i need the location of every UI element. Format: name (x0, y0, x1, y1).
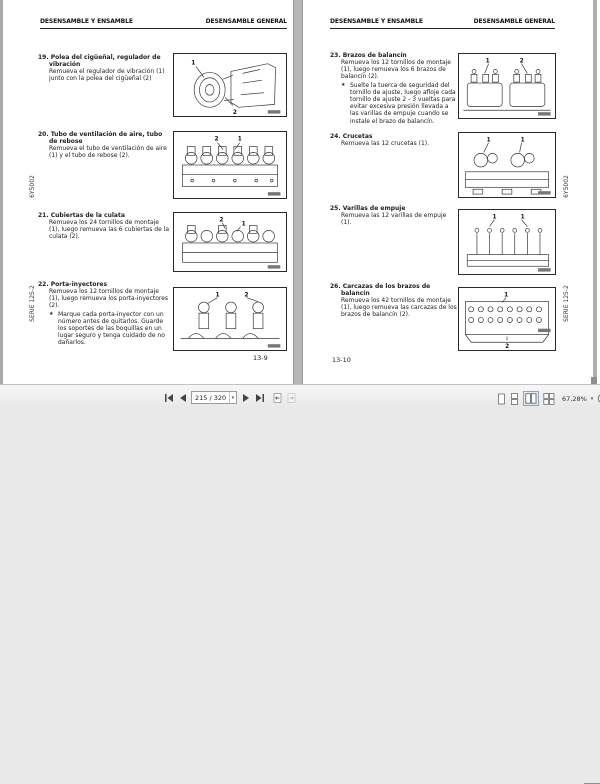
svg-text:1: 1 (191, 60, 196, 67)
viewer-toolbar (0, 384, 600, 410)
first-page-button[interactable] (163, 392, 174, 404)
next-view-button[interactable] (286, 392, 297, 404)
step-21 (38, 212, 170, 241)
side-series-label: SERIE 125-2 (28, 285, 36, 322)
step-body: Remueva el tubo de ventilación de aire (1) y el tubo de rebose (2). (49, 145, 167, 160)
continuous-page-icon (510, 393, 519, 405)
svg-text:2: 2 (519, 58, 524, 65)
step-24 (330, 133, 458, 147)
step-20 (38, 131, 170, 159)
step-title: 22. Porta-inyectores (38, 281, 108, 288)
side-code-label: 6Y5002 (562, 175, 570, 198)
step-note: ★ Suelte la tuerca de seguridad del tornillo de ajuste, luego afloje cada tornillo de ajuste 2 - 3 vueltas para evitar excesiva presión llevada a las varillas de empuje cuando se instale el brazo de balancín. (341, 81, 456, 125)
rocker-arms-illustration (459, 54, 555, 118)
page-header (40, 18, 287, 29)
step-body: Remueva las 12 varillas de empuje (1). (341, 212, 447, 227)
figure-code (538, 268, 551, 271)
star-bullet-icon: ★ (49, 310, 54, 317)
scrollbar-down-button[interactable] (591, 377, 597, 384)
last-page-button[interactable] (254, 392, 265, 404)
vertical-scrollbar[interactable] (593, 0, 597, 384)
svg-text:1: 1 (520, 214, 525, 221)
figure-crankshaft-pulley (173, 53, 287, 117)
page-number-combo[interactable] (191, 391, 237, 404)
page-13-9 (3, 0, 293, 384)
side-series-label: SERIE 125-2 (562, 285, 570, 322)
step-note: ★ Marque cada porta-inyector con un número antes de quitarlos. Guarde los soportes de las boquillas en un lugar seguro y tenga cuidado de no dañarlos. (49, 310, 165, 347)
figure-code (268, 110, 281, 113)
figure-injector-holders (173, 287, 287, 351)
step-body: Remueva las 12 crucetas (1). (341, 140, 430, 147)
svg-text:2: 2 (505, 344, 510, 350)
svg-text:1: 1 (520, 137, 525, 144)
page-navigation-cluster (163, 391, 297, 404)
single-page-icon (497, 393, 506, 405)
engine-top-illustration (174, 132, 286, 198)
page-number: 13-10 (332, 356, 351, 364)
svg-text:2: 2 (244, 292, 249, 299)
injectors-illustration (174, 288, 286, 350)
svg-text:2: 2 (232, 110, 237, 116)
step-title: 19. Polea del cigüeñal, regulador de vibración (38, 54, 161, 68)
previous-page-icon (178, 393, 188, 403)
step-body: Remueva los 12 tornillos de montaje (1), luego remueva los porta-inyectores (2). (49, 288, 169, 310)
figure-head-covers (173, 212, 287, 272)
side-code-label: 6Y5002 (28, 175, 36, 198)
previous-view-button[interactable] (272, 392, 283, 404)
svg-text:1: 1 (492, 214, 497, 221)
step-22 (38, 281, 170, 347)
first-page-icon (164, 393, 174, 403)
step-title: 25. Varillas de empuje (330, 205, 406, 212)
zoom-chevron-down-icon[interactable]: ▾ (590, 395, 594, 402)
next-page-button[interactable] (240, 392, 251, 404)
crossheads-illustration (459, 133, 555, 197)
header-left-title: DESENSAMBLE Y ENSAMBLE (330, 18, 423, 25)
figure-crossheads (458, 132, 556, 198)
step-body: Remueva el regulador de vibración (1) junto con la polea del cigüeñal (2) (49, 68, 165, 83)
figure-rocker-housings (458, 287, 556, 351)
step-body: Remueva los 12 tornillos de montaje (1), luego remueva los 6 brazos de balancín (2). (341, 59, 451, 81)
step-19 (38, 54, 170, 82)
zoom-level-display[interactable]: 67,28% (562, 394, 587, 403)
pulley-illustration (174, 54, 286, 116)
step-title: 26. Carcazas de los brazos de balancín (330, 283, 431, 297)
previous-page-button[interactable] (177, 392, 188, 404)
svg-text:1: 1 (485, 58, 490, 65)
star-bullet-icon: ★ (341, 81, 346, 88)
step-body: Remueva los 24 tornillos de montaje (1), luego remueva las 6 cubiertas de la culata (2). (49, 219, 170, 241)
figure-code (268, 192, 281, 195)
figure-push-rods (458, 209, 556, 275)
step-title: 23. Brazos de balancín (330, 52, 407, 59)
document-area (0, 0, 600, 384)
two-page-continuous-view-button[interactable] (543, 393, 555, 405)
push-rods-illustration (459, 210, 555, 274)
step-title: 21. Cubiertas de la culata (38, 212, 125, 219)
next-view-icon (286, 392, 297, 404)
header-right-title: DESENSAMBLE GENERAL (473, 18, 555, 25)
figure-rocker-arms (458, 53, 556, 119)
step-23 (330, 52, 458, 125)
page-header (330, 18, 555, 29)
step-title: 20. Tubo de ventilación de aire, tubo de rebose (38, 131, 163, 145)
step-title: 24. Crucetas (330, 133, 373, 140)
page-13-10 (303, 0, 593, 384)
step-body: Remueva los 42 tornillos de montaje (1), luego remueva las carcazas de los brazos de balancín (2). (341, 297, 457, 319)
svg-text:2: 2 (214, 136, 219, 143)
page-number: 13-9 (253, 354, 268, 362)
continuous-view-button[interactable] (510, 393, 519, 405)
figure-code (268, 265, 281, 268)
figure-code (538, 112, 551, 115)
two-page-icon (525, 393, 537, 404)
single-page-view-button[interactable] (497, 393, 506, 405)
rocker-housings-illustration (459, 288, 555, 350)
last-page-icon (255, 393, 265, 403)
view-zoom-cluster (497, 391, 600, 406)
chevron-down-icon[interactable]: ▾ (231, 394, 235, 401)
svg-text:1: 1 (215, 292, 220, 299)
figure-code (538, 191, 551, 194)
two-page-continuous-icon (543, 393, 555, 405)
header-left-title: DESENSAMBLE Y ENSAMBLE (40, 18, 133, 25)
page-number-input[interactable] (192, 394, 229, 402)
previous-view-icon (272, 392, 283, 404)
svg-text:1: 1 (504, 292, 509, 299)
step-26 (330, 283, 458, 319)
page-gap-divider (293, 0, 303, 384)
two-page-view-button[interactable] (523, 391, 539, 406)
figure-code (268, 344, 281, 347)
header-right-title: DESENSAMBLE GENERAL (205, 18, 287, 25)
svg-text:1: 1 (486, 137, 491, 144)
step-25 (330, 205, 458, 226)
figure-code (538, 329, 551, 332)
svg-text:1: 1 (241, 221, 246, 228)
next-page-icon (241, 393, 251, 403)
svg-text:2: 2 (219, 217, 224, 224)
svg-text:1: 1 (237, 136, 242, 143)
head-covers-illustration (174, 213, 286, 271)
figure-vent-tube (173, 131, 287, 199)
